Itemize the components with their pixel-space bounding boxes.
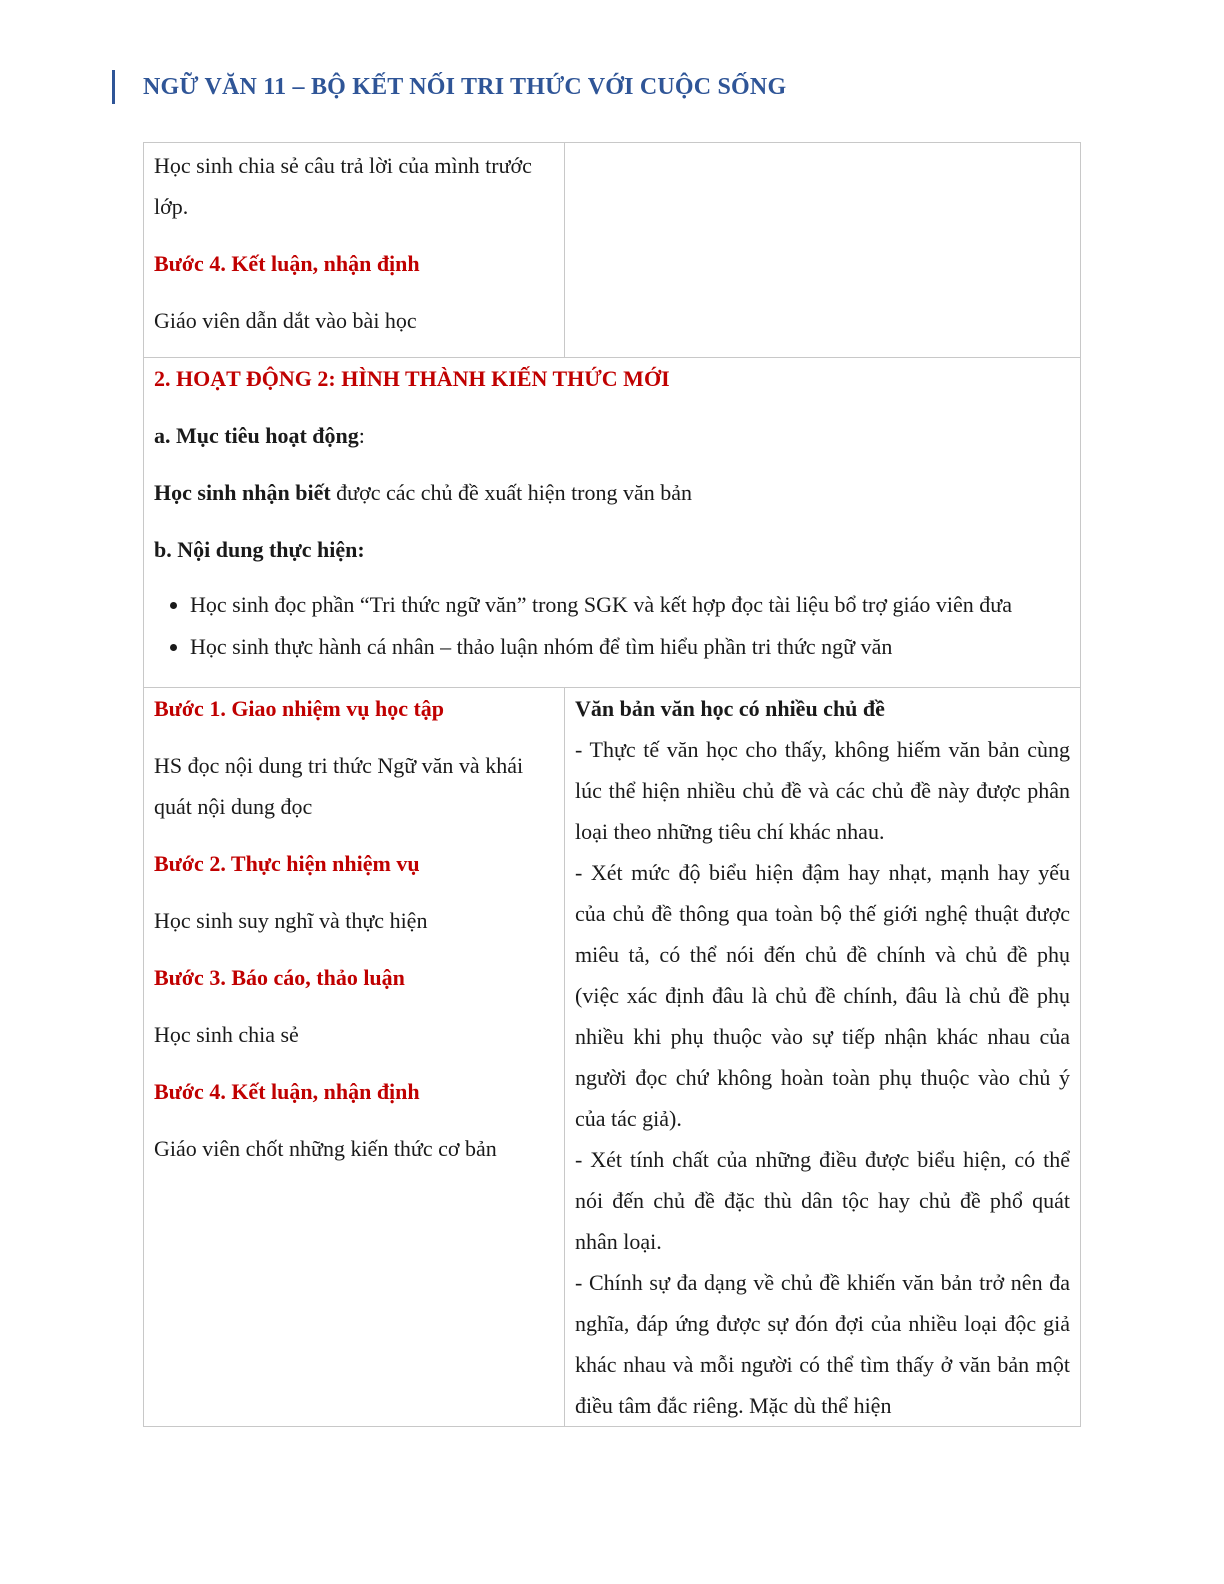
knowledge-paragraph: - Chính sự đa dạng về chủ đề khiến văn bản trở nên đa nghĩa, đáp ứng được sự đón đợi của nhiều loại độc giả khác nhau và mỗi người có thể tìm thấy ở văn bản một điều tâm đắc riêng. Mặc dù thể hiện bbox=[575, 1270, 1070, 1418]
list-item: • Học sinh đọc phần “Tri thức ngữ văn” trong SGK và kết hợp đọc tài liệu bổ trợ giáo viên đưa bbox=[190, 584, 1070, 626]
goal-label: a. Mục tiêu hoạt động bbox=[154, 423, 359, 448]
goal-line bbox=[154, 415, 1070, 456]
recognize-bold: Học sinh nhận biết bbox=[154, 480, 331, 505]
page-header bbox=[112, 70, 786, 104]
knowledge-cell bbox=[565, 688, 1081, 1427]
activity2-cell bbox=[144, 358, 1081, 688]
knowledge-title: Văn bản văn học có nhiều chủ đề bbox=[575, 696, 885, 721]
table-row bbox=[144, 358, 1081, 688]
header-title: NGỮ VĂN 11 – BỘ KẾT NỐI TRI THỨC VỚI CUỘC SỐNG bbox=[143, 73, 787, 100]
recognize-line bbox=[154, 472, 1070, 513]
knowledge-paragraph: - Xét tính chất của những điều được biểu hiện, có thể nói đến chủ đề đặc thù dân tộc hay chủ đề phổ quát nhân loại. bbox=[575, 1147, 1070, 1254]
knowledge-paragraph: - Thực tế văn học cho thấy, không hiếm văn bản cùng lúc thể hiện nhiều chủ đề và các chủ đề này được phân loại theo những tiêu chí khác nhau. bbox=[575, 737, 1070, 844]
row1-left-cell bbox=[144, 143, 565, 358]
knowledge-paragraph: - Xét mức độ biểu hiện đậm hay nhạt, mạnh hay yếu của chủ đề thông qua toàn bộ thế giới nghệ thuật được miêu tả, có thể nói đến chủ đề chính và chủ đề phụ (việc xác định đâu là chủ đề chính, đâu là chủ đề phụ nhiều khi phụ thuộc vào sự tiếp nhận khác nhau của người đọc chứ không hoàn toàn phụ thuộc vào chủ ý của tác giả). bbox=[575, 860, 1070, 1131]
step2-text: Học sinh suy nghĩ và thực hiện bbox=[154, 908, 428, 933]
step3-heading: Bước 3. Báo cáo, thảo luận bbox=[154, 965, 405, 990]
lesson-plan-table bbox=[143, 142, 1081, 1427]
goal-colon: : bbox=[358, 423, 365, 448]
step1-text: HS đọc nội dung tri thức Ngữ văn và khái quát nội dung đọc bbox=[154, 753, 524, 819]
table-row bbox=[144, 143, 1081, 358]
step3-text: Học sinh chia sẻ bbox=[154, 1022, 299, 1047]
step1-heading: Bước 1. Giao nhiệm vụ học tập bbox=[154, 696, 445, 721]
step4-heading: Bước 4. Kết luận, nhận định bbox=[154, 1079, 420, 1104]
step2-heading: Bước 2. Thực hiện nhiệm vụ bbox=[154, 851, 420, 876]
share-text: Học sinh chia sẻ câu trả lời của mình trước lớp. bbox=[154, 153, 532, 219]
list-item: • Học sinh thực hành cá nhân – thảo luận nhóm để tìm hiểu phần tri thức ngữ văn bbox=[190, 626, 1070, 668]
step4-heading: Bước 4. Kết luận, nhận định bbox=[154, 251, 420, 276]
lead-text: Giáo viên dẫn dắt vào bài học bbox=[154, 308, 417, 333]
steps-cell bbox=[144, 688, 565, 1427]
table-row bbox=[144, 688, 1081, 1427]
bullet-list bbox=[154, 584, 1070, 668]
activity2-title: 2. HOẠT ĐỘNG 2: HÌNH THÀNH KIẾN THỨC MỚI bbox=[154, 366, 670, 391]
row1-right-cell bbox=[565, 143, 1081, 358]
recognize-rest: được các chủ đề xuất hiện trong văn bản bbox=[330, 480, 693, 505]
content-label: b. Nội dung thực hiện: bbox=[154, 537, 365, 562]
step4-text: Giáo viên chốt những kiến thức cơ bản bbox=[154, 1136, 497, 1161]
